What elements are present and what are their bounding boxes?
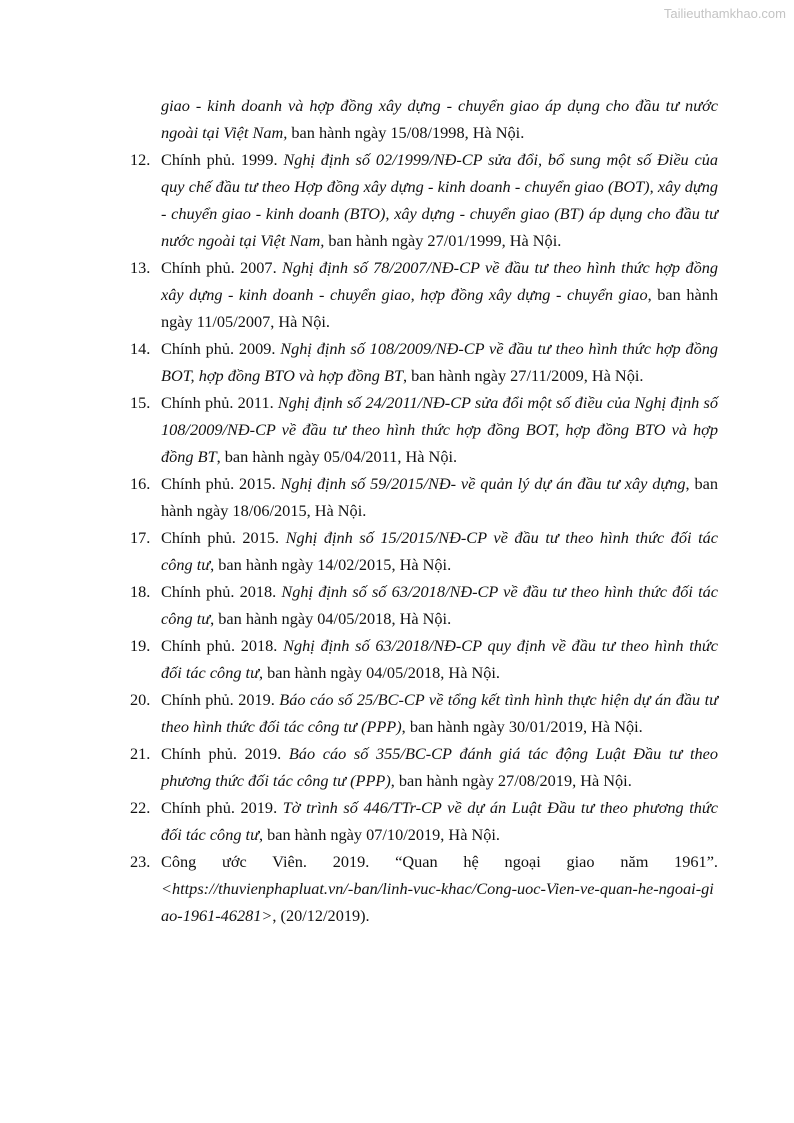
reference-number: 20. <box>130 690 151 709</box>
reference-author-year: Chính phủ. 2018. <box>161 582 282 601</box>
reference-22 <box>130 794 718 848</box>
reference-title: Nghị định số 15/2015/NĐ-CP về đầu tư theo hình thức đối tác công tư <box>161 528 718 574</box>
reference-details: ban hành ngày 15/08/1998, Hà Nội. <box>287 123 525 142</box>
reference-13 <box>130 254 718 335</box>
reference-number: 21. <box>130 744 151 763</box>
reference-title: giao - kinh doanh và hợp đồng xây dựng - chuyển giao áp dụng cho đầu tư nước ngoài tại Việt Nam, <box>161 96 718 142</box>
reference-details: , ban hành ngày 05/04/2011, Hà Nội. <box>216 447 458 466</box>
reference-number: 17. <box>130 528 151 547</box>
reference-url: <https://thuvienphapluat.vn/-ban/linh-vuc-khac/Cong-uoc-Vien-ve-quan-he-ngoai-giao-1961-46281> <box>161 879 714 925</box>
reference-author-year: Chính phủ. 2019. <box>161 798 283 817</box>
reference-21 <box>130 740 718 794</box>
reference-number: 23. <box>130 852 151 871</box>
reference-author-year: Chính phủ. 2015. <box>161 528 286 547</box>
reference-title: Báo cáo số 355/BC-CP đánh giá tác động Luật Đầu tư theo phương thức đối tác công tư (PPP) <box>161 744 718 790</box>
reference-14 <box>130 335 718 389</box>
reference-19 <box>130 632 718 686</box>
reference-author-year: Chính phủ. 2011. <box>161 393 278 412</box>
reference-12 <box>130 146 718 254</box>
reference-details: ban hành ngày 27/01/1999, Hà Nội. <box>324 231 562 250</box>
reference-number: 12. <box>130 150 151 169</box>
reference-16 <box>130 470 718 524</box>
reference-author-year: Chính phủ. 2009. <box>161 339 281 358</box>
reference-title: Nghị định số số 63/2018/NĐ-CP về đầu tư theo hình thức đối tác công tư <box>161 582 718 628</box>
reference-details: , ban hành ngày 07/10/2019, Hà Nội. <box>258 825 500 844</box>
reference-11-continuation <box>130 92 718 146</box>
reference-details: , ban hành ngày 04/05/2018, Hà Nội. <box>258 663 500 682</box>
reference-number: 16. <box>130 474 151 493</box>
reference-author-year: Chính phủ. 2015. <box>161 474 281 493</box>
reference-number: 13. <box>130 258 151 277</box>
reference-details: , ban hành ngày 11/05/2007, Hà Nội. <box>161 285 718 331</box>
reference-details: , ban hành ngày 30/01/2019, Hà Nội. <box>401 717 643 736</box>
reference-title: Báo cáo số 25/BC-CP về tổng kết tình hình thực hiện dự án đầu tư theo hình thức đối tác công tư (PPP) <box>161 690 718 736</box>
reference-details: , ban hành ngày 14/02/2015, Hà Nội. <box>210 555 452 574</box>
reference-number: 18. <box>130 582 151 601</box>
reference-details: , ban hành ngày 04/05/2018, Hà Nội. <box>210 609 452 628</box>
reference-title: Nghị định số 108/2009/NĐ-CP về đầu tư theo hình thức hợp đồng BOT, hợp đồng BTO và hợp đồng BT <box>161 339 718 385</box>
reference-title: Nghị định số 24/2011/NĐ-CP sửa đổi một số điều của Nghị định số 108/2009/NĐ-CP về đầu tư theo hình thức hợp đồng BOT, hợp đồng BTO và hợp đồng BT <box>161 393 718 466</box>
reference-number: 14. <box>130 339 151 358</box>
reference-23 <box>130 848 718 929</box>
watermark: Tailieuthamkhao.com <box>663 6 786 21</box>
reference-author-title: Công ước Viên. 2019. “Quan hệ ngoại giao năm 1961”. <box>161 852 718 871</box>
reference-title: Tờ trình số 446/TTr-CP về dự án Luật Đầu tư theo phương thức đối tác công tư <box>161 798 718 844</box>
reference-title: Nghị định số 78/2007/NĐ-CP về đầu tư theo hình thức hợp đồng xây dựng - kinh doanh - chuyển giao, hợp đồng xây dựng - chuyển giao <box>161 258 718 304</box>
reference-author-year: Chính phủ. 2019. <box>161 690 280 709</box>
reference-author-year: Chính phủ. 1999. <box>161 150 284 169</box>
reference-number: 22. <box>130 798 151 817</box>
reference-title: Nghị định số 02/1999/NĐ-CP sửa đổi, bổ sung một số Điều của quy chế đầu tư theo Hợp đồng xây dựng - kinh doanh - chuyển giao (BOT), xây dựng - chuyển giao - kinh doanh (BTO), xây dựng - chuyển giao (BT) áp dụng cho đầu tư nước ngoài tại Việt Nam, <box>161 150 718 250</box>
reference-details: , (20/12/2019). <box>272 906 370 925</box>
reference-15 <box>130 389 718 470</box>
reference-details: , ban hành ngày 18/06/2015, Hà Nội. <box>161 474 718 520</box>
reference-number: 15. <box>130 393 151 412</box>
reference-author-year: Chính phủ. 2018. <box>161 636 284 655</box>
reference-details: , ban hành ngày 27/08/2019, Hà Nội. <box>390 771 632 790</box>
reference-title: Nghị định số 63/2018/NĐ-CP quy định về đầu tư theo hình thức đối tác công tư <box>161 636 718 682</box>
reference-20 <box>130 686 718 740</box>
reference-details: , ban hành ngày 27/11/2009, Hà Nội. <box>403 366 644 385</box>
reference-title: Nghị định số 59/2015/NĐ- về quản lý dự án đầu tư xây dựng <box>280 474 686 493</box>
reference-number: 19. <box>130 636 151 655</box>
reference-18 <box>130 578 718 632</box>
reference-17 <box>130 524 718 578</box>
reference-author-year: Chính phủ. 2007. <box>161 258 282 277</box>
reference-author-year: Chính phủ. 2019. <box>161 744 289 763</box>
reference-list <box>130 92 718 929</box>
